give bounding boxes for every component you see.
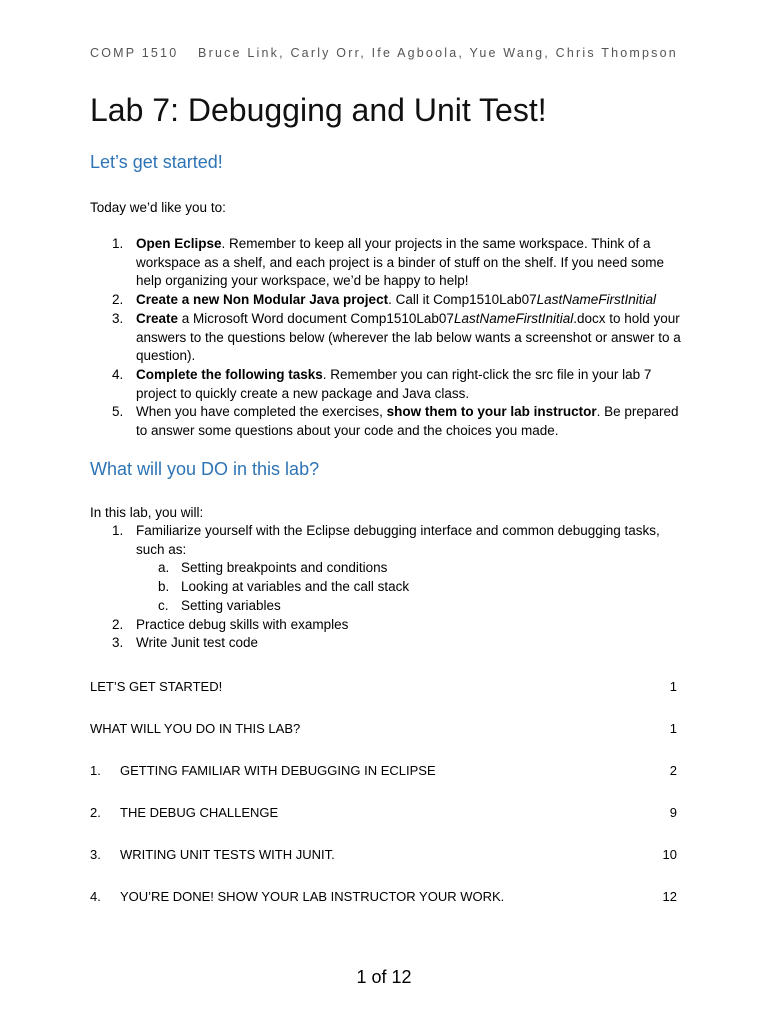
list-item bbox=[90, 310, 690, 366]
toc-number: 1. bbox=[90, 763, 101, 778]
item-text: Practice debug skills with examples bbox=[136, 616, 349, 632]
step-italic: LastNameFirstInitial bbox=[453, 310, 574, 326]
list-item bbox=[90, 366, 690, 403]
list-item bbox=[136, 597, 690, 616]
toc-page-number: 2 bbox=[669, 763, 677, 778]
list-item bbox=[90, 522, 690, 616]
sub-list bbox=[136, 559, 690, 615]
intro-text: Today we’d like you to: bbox=[90, 200, 226, 215]
page-title: Lab 7: Debugging and Unit Test! bbox=[90, 92, 547, 128]
item-text: Looking at variables and the call stack bbox=[181, 579, 410, 595]
list-item bbox=[90, 291, 690, 310]
toc-entry-debug-challenge[interactable] bbox=[90, 803, 677, 823]
list-item bbox=[136, 578, 690, 597]
list-item bbox=[90, 616, 690, 635]
list-letter: b. bbox=[158, 579, 170, 595]
toc-text: GETTING FAMILIAR WITH DEBUGGING IN ECLIPSE bbox=[120, 763, 436, 778]
steps-list bbox=[90, 235, 690, 441]
step-text: a Microsoft Word document Comp1510Lab07 bbox=[178, 310, 454, 326]
toc-page-number: 9 bbox=[669, 805, 677, 820]
list-number: 2. bbox=[112, 292, 124, 308]
toc-number: 2. bbox=[90, 805, 101, 820]
list-item bbox=[90, 403, 690, 440]
toc-text: YOU’RE DONE! SHOW YOUR LAB INSTRUCTOR YOUR WORK. bbox=[120, 889, 505, 904]
list-number: 3. bbox=[112, 310, 124, 326]
author-list: Bruce Link, Carly Orr, Ife Agboola, Yue Wang, Chris Thompson bbox=[198, 46, 678, 60]
list-item bbox=[90, 634, 690, 653]
list-number: 1. bbox=[112, 523, 124, 538]
objectives-list bbox=[90, 522, 690, 653]
item-text: Write Junit test code bbox=[136, 635, 259, 651]
step-text: . Remember to keep all your projects in the same workspace. Think of a workspace as a shelf, and each project is a binder of stuff on the shelf. If you need some help organizing your workspace, we’d be happy to help! bbox=[136, 236, 665, 289]
item-text: Setting variables bbox=[181, 597, 281, 613]
section-heading-get-started: Let’s get started! bbox=[90, 152, 223, 172]
list-number: 5. bbox=[112, 404, 124, 420]
toc-number: 4. bbox=[90, 889, 101, 904]
step-bold: Open Eclipse bbox=[136, 236, 222, 251]
toc-number: 3. bbox=[90, 847, 101, 862]
toc-page-number: 1 bbox=[669, 679, 677, 694]
list-number: 4. bbox=[112, 366, 124, 382]
toc-entry-unit-tests[interactable] bbox=[90, 845, 677, 865]
intro-text: In this lab, you will: bbox=[90, 505, 204, 520]
toc-page-number: 10 bbox=[662, 847, 677, 862]
step-bold: Create bbox=[136, 310, 179, 326]
step-text: .docx to hold your answers to the questions below (wherever the lab below wants a screenshot or answer to a question). bbox=[136, 310, 681, 364]
list-number: 1. bbox=[112, 236, 124, 251]
running-header bbox=[90, 46, 678, 60]
step-bold: Complete the following tasks bbox=[136, 366, 323, 382]
page-number-footer: 1 of 12 bbox=[356, 967, 412, 987]
step-bold: show them to your lab instructor bbox=[386, 404, 597, 420]
toc-text: LET’S GET STARTED! bbox=[90, 679, 223, 694]
list-letter: a. bbox=[158, 560, 170, 576]
toc-text: WRITING UNIT TESTS WITH JUNIT. bbox=[120, 847, 335, 862]
step-text: . Remember you can right-click the src file in your lab 7 project to quickly create a new package and Java class. bbox=[136, 366, 652, 401]
toc-text: WHAT WILL YOU DO IN THIS LAB? bbox=[90, 721, 301, 736]
step-text: . Be prepared to answer some questions about your code and the choices you made. bbox=[136, 404, 679, 439]
item-text: Familiarize yourself with the Eclipse debugging interface and common debugging tasks, such as: bbox=[136, 523, 660, 557]
toc-entry-what-will-you-do[interactable] bbox=[90, 719, 677, 739]
section-heading-what-will-you-do: What will you DO in this lab? bbox=[90, 459, 320, 479]
toc-entry-done[interactable] bbox=[90, 887, 677, 907]
item-text: Setting breakpoints and conditions bbox=[181, 560, 388, 576]
toc-text: THE DEBUG CHALLENGE bbox=[120, 805, 279, 820]
list-letter: c. bbox=[158, 597, 169, 613]
step-bold: Create a new Non Modular Java project bbox=[136, 292, 389, 308]
course-code: COMP 1510 bbox=[90, 46, 179, 60]
toc-entry-debugging[interactable] bbox=[90, 761, 677, 781]
step-text: When you have completed the exercises, bbox=[136, 404, 387, 420]
list-number: 3. bbox=[112, 635, 124, 651]
toc-entry-get-started[interactable] bbox=[90, 677, 677, 697]
toc-page-number: 1 bbox=[669, 721, 677, 736]
list-item bbox=[136, 559, 690, 578]
list-item bbox=[90, 235, 690, 291]
toc-page-number: 12 bbox=[662, 889, 677, 904]
list-number: 2. bbox=[112, 616, 124, 632]
step-italic: LastNameFirstInitial bbox=[536, 292, 656, 308]
step-text: . Call it Comp1510Lab07 bbox=[388, 292, 537, 308]
